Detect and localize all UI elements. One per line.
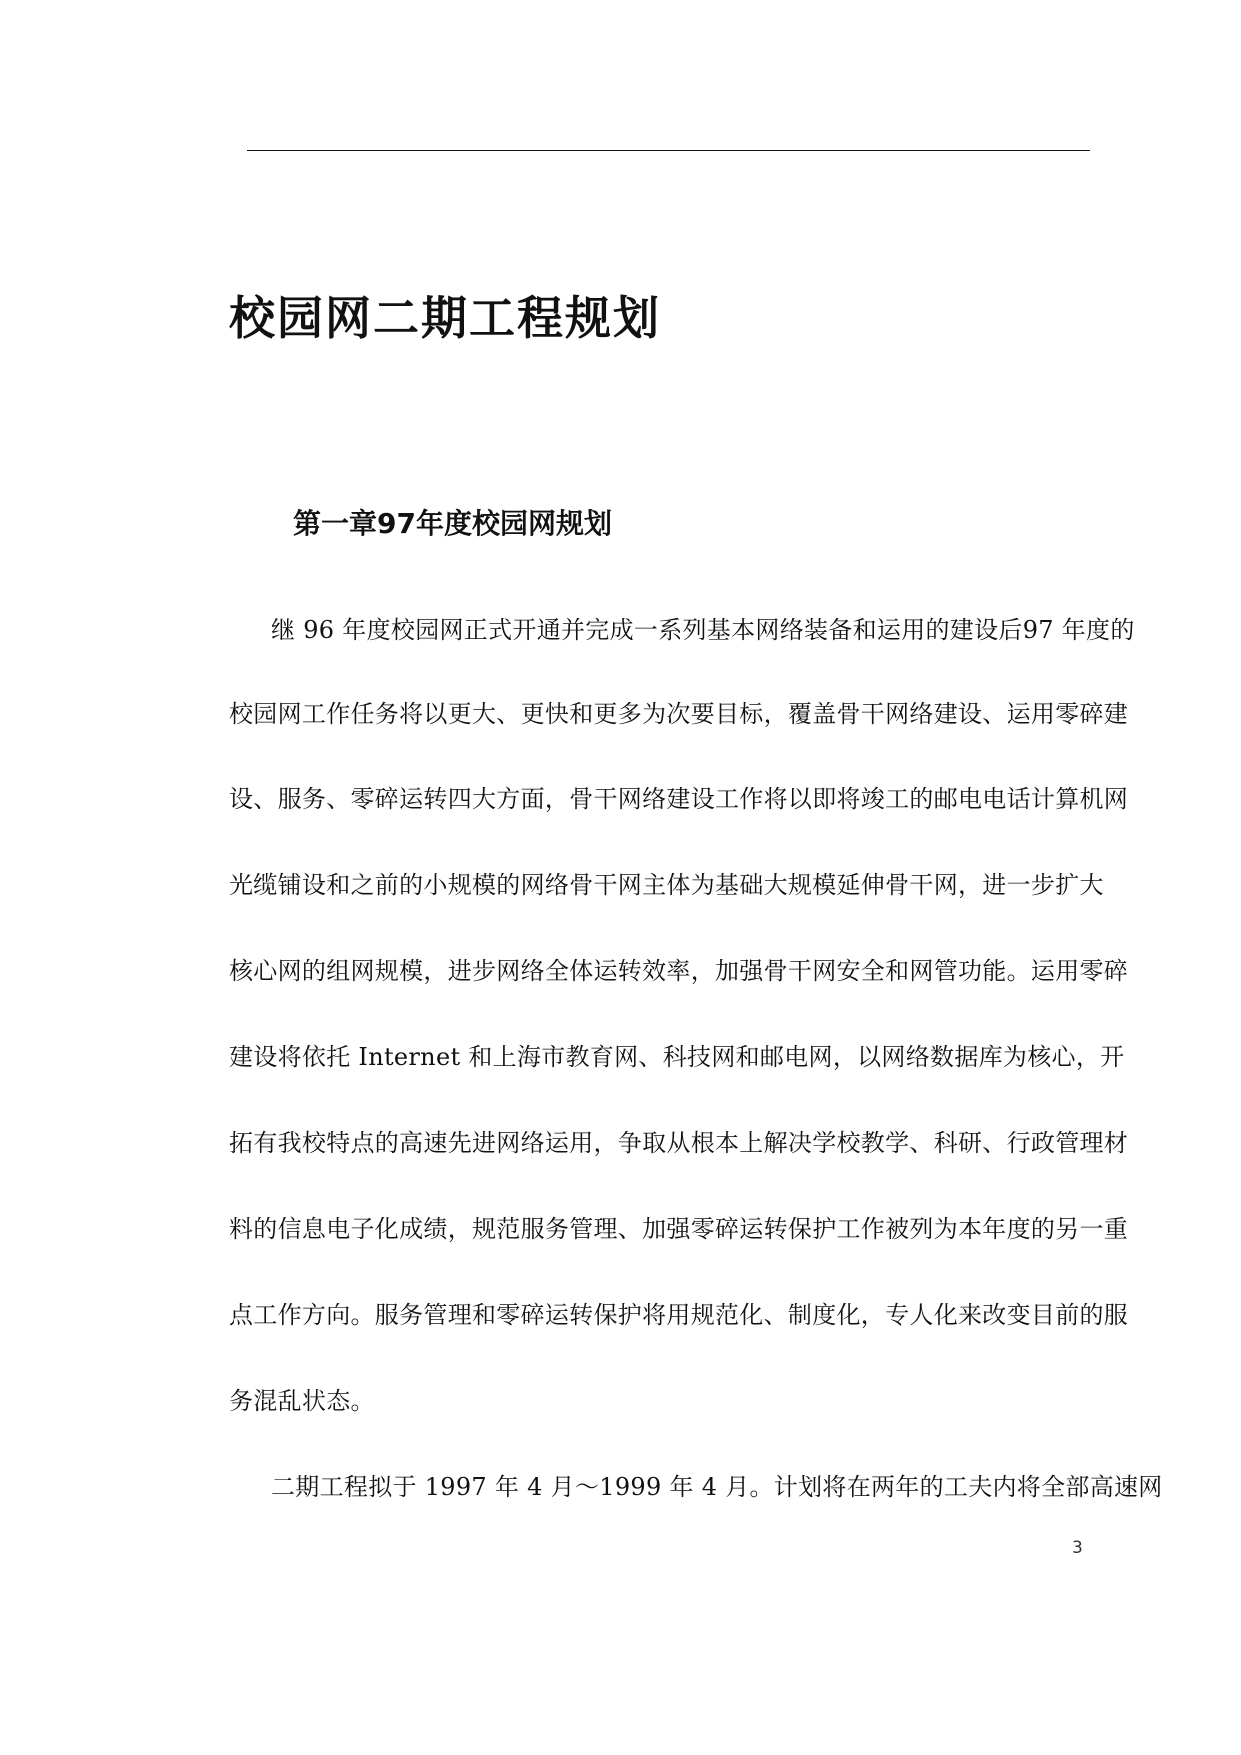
paragraph-line: 务混乱状态。	[229, 1387, 375, 1415]
paragraph-line: 校园网工作任务将以更大、更快和更多为次要目标，覆盖骨干网络建设、运用零碎建	[229, 700, 1129, 728]
page-number: 3	[1072, 1538, 1083, 1558]
paragraph-line: 点工作方向。服务管理和零碎运转保护将用规范化、制度化，专人化来改变目前的服	[229, 1301, 1129, 1329]
paragraph-line: 拓有我校特点的高速先进网络运用，争取从根本上解决学校教学、科研、行政管理材	[229, 1129, 1129, 1157]
chapter-heading: 第一章97年度校园网规划	[293, 507, 612, 540]
paragraph-line: 建设将依托 Internet 和上海市教育网、科技网和邮电网，以网络数据库为核心，开	[229, 1043, 1125, 1071]
paragraph-line: 料的信息电子化成绩，规范服务管理、加强零碎运转保护工作被列为本年度的另一重	[229, 1215, 1129, 1243]
paragraph-line: 二期工程拟于 1997 年 4 月～1999 年 4 月。计划将在两年的工夫内将全部高速网	[271, 1473, 1163, 1501]
paragraph-line: 核心网的组网规模，进步网络全体运转效率，加强骨干网安全和网管功能。运用零碎	[229, 957, 1129, 985]
paragraph-line: 继 96 年度校园网正式开通并完成一系列基本网络装备和运用的建设后97 年度的	[271, 616, 1135, 644]
header-rule	[247, 150, 1090, 151]
paragraph-line: 设、服务、零碎运转四大方面，骨干网络建设工作将以即将竣工的邮电电话计算机网	[229, 785, 1129, 813]
paragraph-line: 光缆铺设和之前的小规模的网络骨干网主体为基础大规模延伸骨干网，进一步扩大	[229, 871, 1104, 899]
document-title: 校园网二期工程规划	[229, 291, 661, 345]
